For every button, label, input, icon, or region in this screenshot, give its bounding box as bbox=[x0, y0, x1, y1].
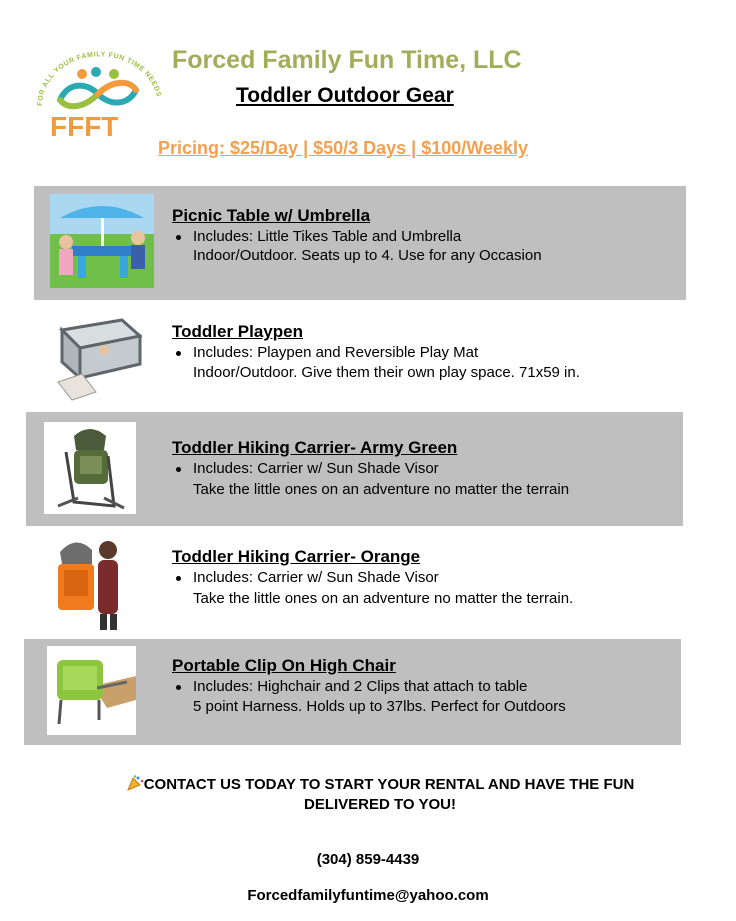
product-row-carrier-orange bbox=[34, 530, 686, 634]
product-title: Picnic Table w/ Umbrella bbox=[172, 206, 371, 225]
product-description: Take the little ones on an adventure no matter the terrain. bbox=[193, 590, 574, 607]
product-description: Take the little ones on an adventure no matter the terrain bbox=[193, 481, 570, 498]
product-description: Indoor/Outdoor. Give them their own play space. 71x59 in. bbox=[193, 364, 580, 381]
carrier-green-image bbox=[44, 422, 136, 514]
logo-graphic bbox=[30, 48, 166, 142]
playpen-image bbox=[52, 312, 142, 402]
phone-number: (304) 859-4439 bbox=[316, 851, 420, 868]
product-row-playpen bbox=[34, 304, 686, 410]
bullet bbox=[176, 351, 181, 356]
product-title: Toddler Hiking Carrier- Orange bbox=[172, 547, 421, 566]
product-row-high-chair bbox=[24, 639, 681, 745]
product-includes: Includes: Little Tikes Table and Umbrella bbox=[193, 228, 462, 245]
bullet bbox=[176, 576, 181, 581]
bullet bbox=[176, 685, 181, 690]
carrier-orange-image bbox=[52, 534, 130, 630]
product-title: Toddler Playpen bbox=[172, 322, 303, 341]
bullet bbox=[176, 235, 181, 240]
call-to-action bbox=[80, 775, 680, 815]
logo-text: FFFT bbox=[50, 111, 119, 142]
bullet bbox=[176, 467, 181, 472]
picnic-table-image bbox=[50, 194, 154, 288]
pricing-info: Pricing: $25/Day | $50/3 Days | $100/Weekly bbox=[158, 138, 528, 158]
page-title: Toddler Outdoor Gear bbox=[236, 84, 454, 107]
product-includes: Includes: Carrier w/ Sun Shade Visor bbox=[193, 460, 439, 477]
product-title: Toddler Hiking Carrier- Army Green bbox=[172, 438, 458, 457]
product-description: Indoor/Outdoor. Seats up to 4. Use for any Occasion bbox=[193, 247, 542, 264]
product-description: 5 point Harness. Holds up to 37lbs. Perfect for Outdoors bbox=[193, 698, 566, 715]
cta-line2: DELIVERED TO YOU! bbox=[304, 796, 456, 813]
product-includes: Includes: Carrier w/ Sun Shade Visor bbox=[193, 569, 439, 586]
email-address: Forcedfamilyfuntime@yahoo.com bbox=[247, 887, 489, 904]
logo-tagline: FOR ALL YOUR FAMILY FUN TIME NEEDS bbox=[36, 51, 163, 107]
company-logo bbox=[30, 48, 166, 142]
high-chair-image bbox=[47, 646, 136, 735]
product-includes: Includes: Highchair and 2 Clips that attach to table bbox=[193, 678, 528, 695]
cta-line1: CONTACT US TODAY TO START YOUR RENTAL AND HAVE THE FUN bbox=[143, 776, 635, 793]
product-row-carrier-green bbox=[26, 412, 683, 526]
product-includes: Includes: Playpen and Reversible Play Mat bbox=[193, 344, 479, 361]
product-row-picnic-table bbox=[34, 186, 686, 300]
party-popper-icon bbox=[126, 775, 144, 791]
company-name: Forced Family Fun Time, LLC bbox=[172, 46, 522, 74]
product-title: Portable Clip On High Chair bbox=[172, 656, 396, 675]
